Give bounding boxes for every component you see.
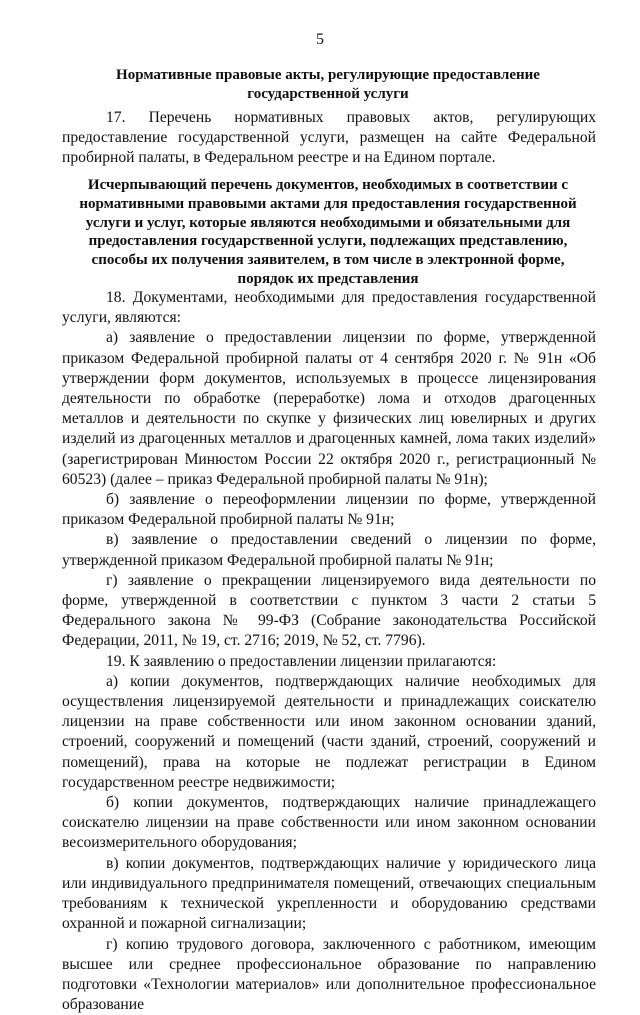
paragraph-17: 17. Перечень нормативных правовых актов, регулирующих предоставление государственной услуги, размещен на сайте Федеральной пробирной палаты, в Федеральном реестре и на Едином портале. bbox=[62, 108, 596, 169]
documents-body bbox=[62, 288, 596, 1015]
paragraph-18: 18. Документами, необходимыми для предоставления государственной услуги, являются: bbox=[62, 288, 596, 328]
paragraph-19: 19. К заявлению о предоставлении лицензии прилагаются: bbox=[62, 652, 596, 672]
list-item-18a: а) заявление о предоставлении лицензии по форме, утвержденной приказом Федеральной пробирной палаты от 4 сентября 2020 г. № 91н «Об утверждении форм документов, используемых в процессе лицензирования деятельности по обработке (переработке) лома и отходов драгоценных металлов и деятельности по скупке у физических лиц ювелирных и других изделий из драгоценных металлов и драгоценных камней, лома таких изделий» (зарегистрирован Минюстом России 22 октября 2020 г., регистрационный № 60523) (далее – приказ Федеральной пробирной палаты № 91н); bbox=[62, 328, 596, 490]
page-number: 5 bbox=[0, 30, 640, 50]
list-item-19g: г) копию трудового договора, заключенного с работником, имеющим высшее или среднее профессиональное образование по направлению подготовки «Технологии материалов» или дополнительное профессиональное образование bbox=[62, 935, 596, 1015]
list-item-18g: г) заявление о прекращении лицензируемого вида деятельности по форме, утвержденной в соответствии с пунктом 3 части 2 статьи 5 Федерального закона № 99-ФЗ (Собрание законодательства Российской Федерации, 2011, № 19, ст. 2716; 2019, № 52, ст. 7796). bbox=[62, 571, 596, 652]
section-heading-documents: Исчерпывающий перечень документов, необходимых в соответствии с нормативными правовыми актами для предоставления государственной услуги и услуг, которые являются необходимыми и обязательными для предоставления государственной услуги, подлежащих представлению, способы их получения заявителем, в том числе в электронной форме, порядок их представления bbox=[62, 176, 594, 289]
list-item-19b: б) копии документов, подтверждающих наличие принадлежащего соискателю лицензии на праве собственности или ином законном основании весоизмерительного оборудования; bbox=[62, 793, 596, 854]
list-item-18v: в) заявление о предоставлении сведений о лицензии по форме, утвержденной приказом Федеральной пробирной палаты № 91н; bbox=[62, 530, 596, 570]
list-item-19a: а) копии документов, подтверждающих наличие необходимых для осуществления лицензируемой деятельности и принадлежащих соискателю лицензии на праве собственности или ином законном основании зданий, строений, сооружений и помещений (части зданий, строений, сооружений и помещений), права на которые не подлежат регистрации в Едином государственном реестре недвижимости; bbox=[62, 672, 596, 793]
list-item-18b: б) заявление о переоформлении лицензии по форме, утвержденной приказом Федеральной пробирной палаты № 91н; bbox=[62, 490, 596, 530]
list-item-19v: в) копии документов, подтверждающих наличие у юридического лица или индивидуального предпринимателя помещений, отвечающих специальным требованиям к технической укрепленности и оборудованию средствами охранной и пожарной сигнализации; bbox=[62, 854, 596, 935]
section-heading-legal-acts: Нормативные правовые акты, регулирующие предоставление государственной услуги bbox=[62, 66, 594, 103]
